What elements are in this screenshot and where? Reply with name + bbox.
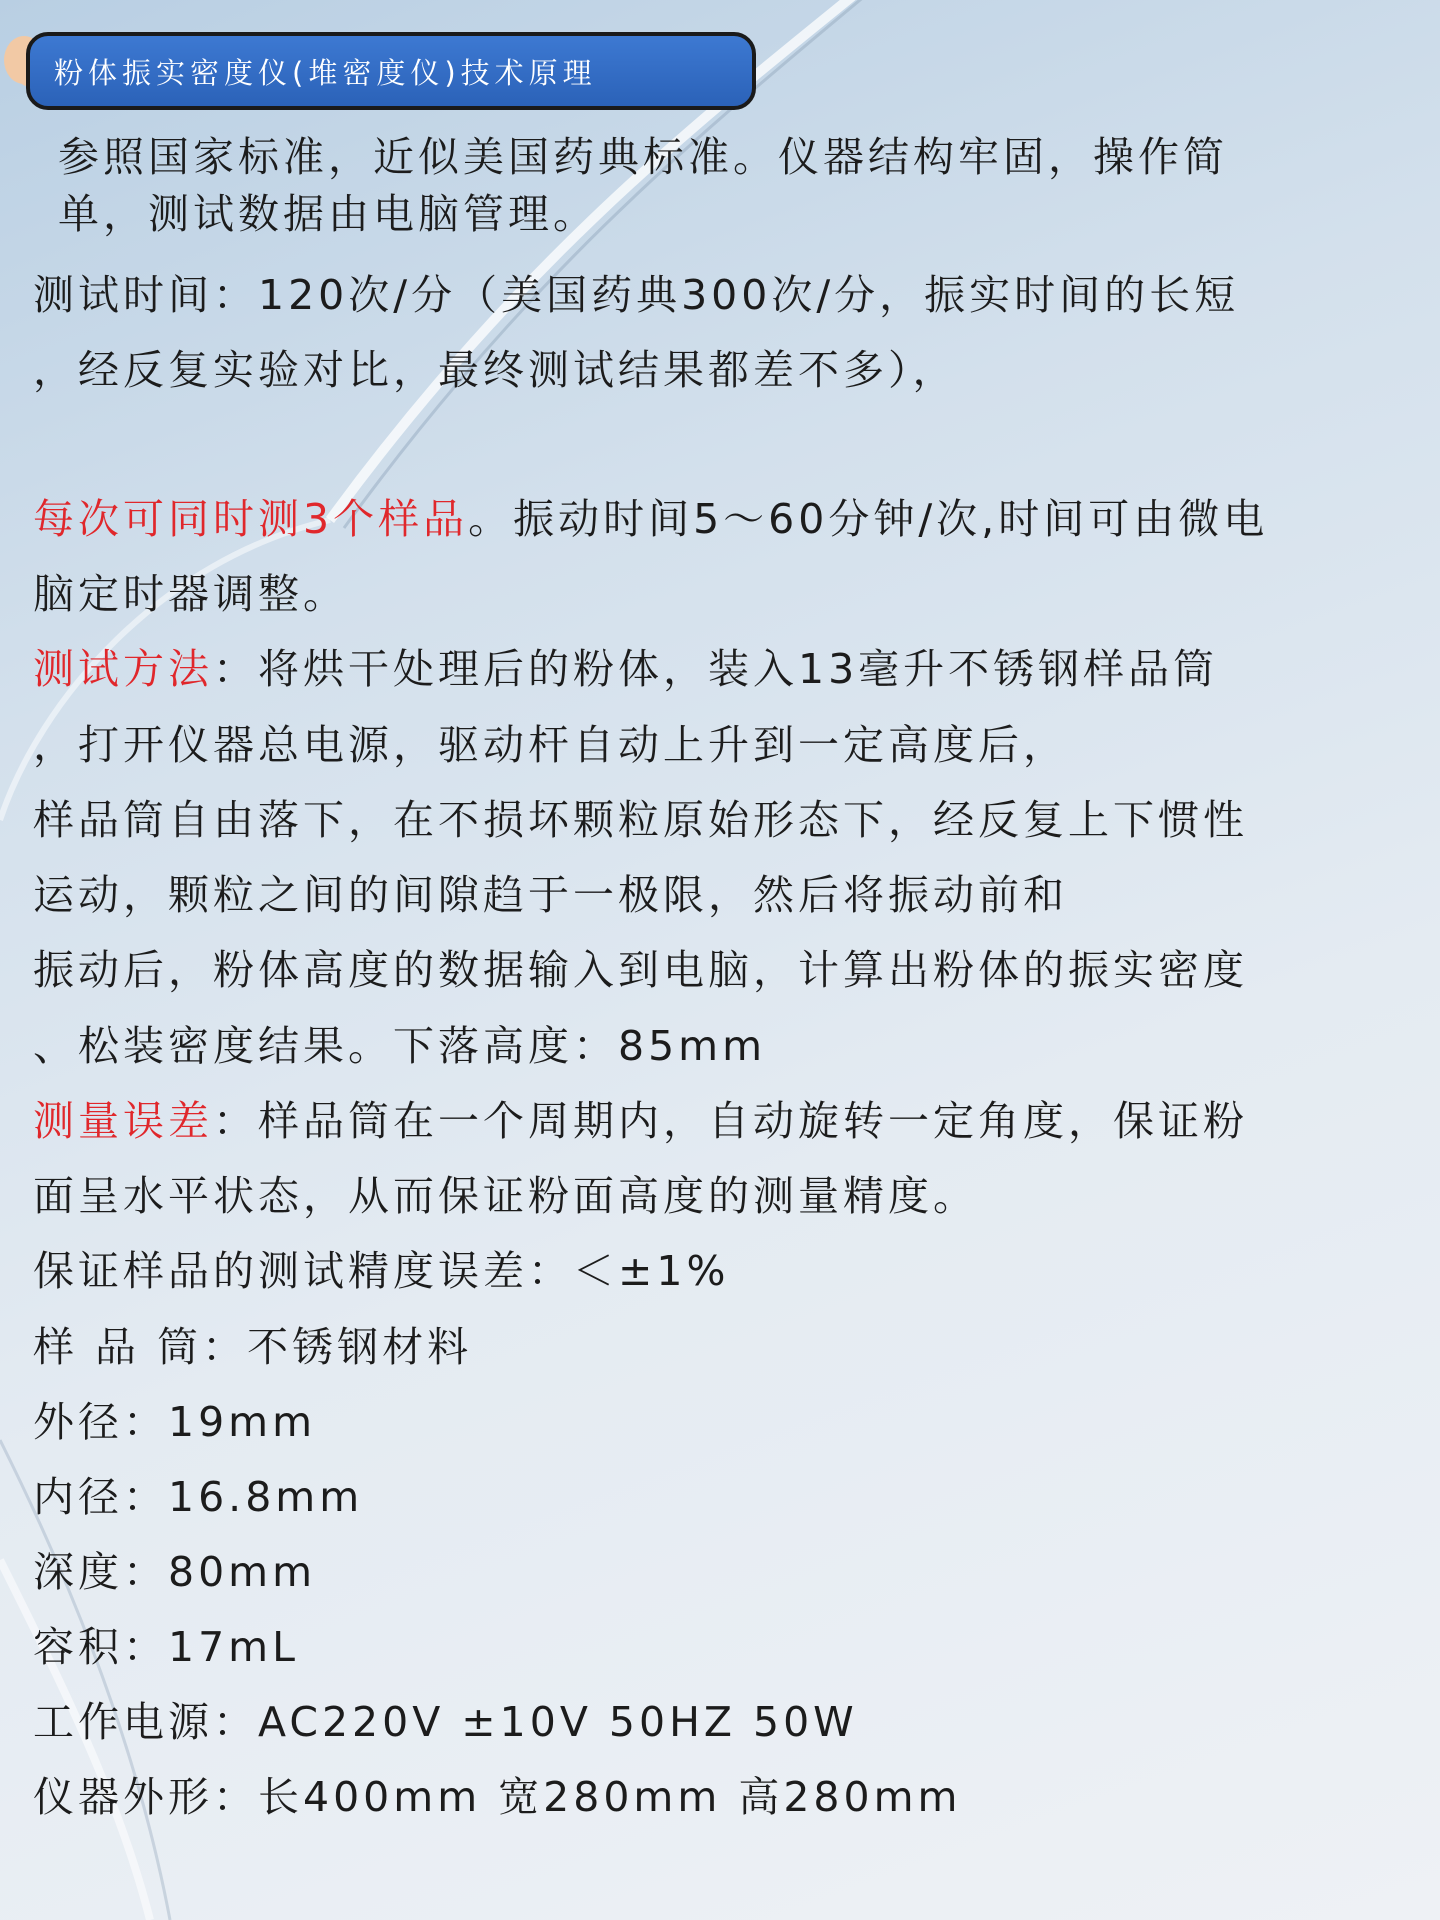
text-line xyxy=(33,1547,316,1597)
text-line xyxy=(33,795,1248,845)
line-text: ：将烘干处理后的粉体，装入13毫升不锈钢样品筒 xyxy=(213,645,1219,693)
highlight-label: 测量误差 xyxy=(33,1097,213,1145)
line-text: 、松装密度结果。下落高度：85mm xyxy=(33,1022,767,1070)
title-badge xyxy=(26,32,756,110)
text-line xyxy=(33,1622,299,1672)
text-line xyxy=(58,132,1228,182)
text-line xyxy=(33,569,348,619)
line-text: 参照国家标准，近似美国药典标准。仪器结构牢固，操作简 xyxy=(58,133,1228,181)
line-text: 振动后，粉体高度的数据输入到电脑，计算出粉体的振实密度 xyxy=(33,946,1248,994)
text-line xyxy=(33,720,1068,770)
text-line xyxy=(33,1772,961,1822)
line-text: 内径：16.8mm xyxy=(33,1473,364,1521)
text-line xyxy=(33,644,1218,694)
text-line xyxy=(33,945,1248,995)
text-line xyxy=(33,1021,766,1071)
line-text: 样品筒自由落下，在不损坏颗粒原始形态下，经反复上下惯性 xyxy=(33,796,1248,844)
page-title: 粉体振实密度仪(堆密度仪)技术原理 xyxy=(54,55,597,90)
text-line xyxy=(33,1697,858,1747)
line-text: 单，测试数据由电脑管理。 xyxy=(58,190,598,238)
line-text: ：样品筒在一个周期内，自动旋转一定角度，保证粉 xyxy=(213,1097,1248,1145)
text-line xyxy=(33,1472,363,1522)
line-text: 样 品 筒：不锈钢材料 xyxy=(33,1323,473,1371)
line-text: 脑定时器调整。 xyxy=(33,570,348,618)
line-text: ，经反复实验对比，最终测试结果都差不多）， xyxy=(33,346,958,394)
line-text: 容积：17mL xyxy=(33,1623,299,1671)
text-line xyxy=(33,345,958,395)
line-text: 工作电源：AC220V ±10V 50HZ 50W xyxy=(33,1698,858,1746)
line-text: 运动，颗粒之间的间隙趋于一极限，然后将振动前和 xyxy=(33,871,1068,919)
line-text: 外径：19mm xyxy=(33,1398,317,1446)
text-line xyxy=(33,1171,978,1221)
text-line xyxy=(33,1322,472,1372)
line-text: 保证样品的测试精度误差：＜±1% xyxy=(33,1247,730,1295)
line-text: 深度：80mm xyxy=(33,1548,317,1596)
text-line xyxy=(33,270,1239,320)
line-text: ，打开仪器总电源，驱动杆自动上升到一定高度后， xyxy=(33,721,1068,769)
line-text: 测试时间：120次/分（美国药典300次/分，振实时间的长短 xyxy=(33,271,1240,319)
line-text: 。振动时间5～60分钟/次,时间可由微电 xyxy=(468,495,1269,543)
line-text: 面呈水平状态，从而保证粉面高度的测量精度。 xyxy=(33,1172,978,1220)
highlight-label: 测试方法 xyxy=(33,645,213,693)
text-line xyxy=(58,189,598,239)
text-line xyxy=(33,1096,1248,1146)
highlight-label: 每次可同时测3个样品 xyxy=(33,495,469,543)
text-line xyxy=(33,1246,729,1296)
text-line xyxy=(33,1397,316,1447)
line-text: 仪器外形：长400mm 宽280mm 高280mm xyxy=(33,1773,962,1821)
text-line xyxy=(33,494,1268,544)
text-line xyxy=(33,870,1068,920)
